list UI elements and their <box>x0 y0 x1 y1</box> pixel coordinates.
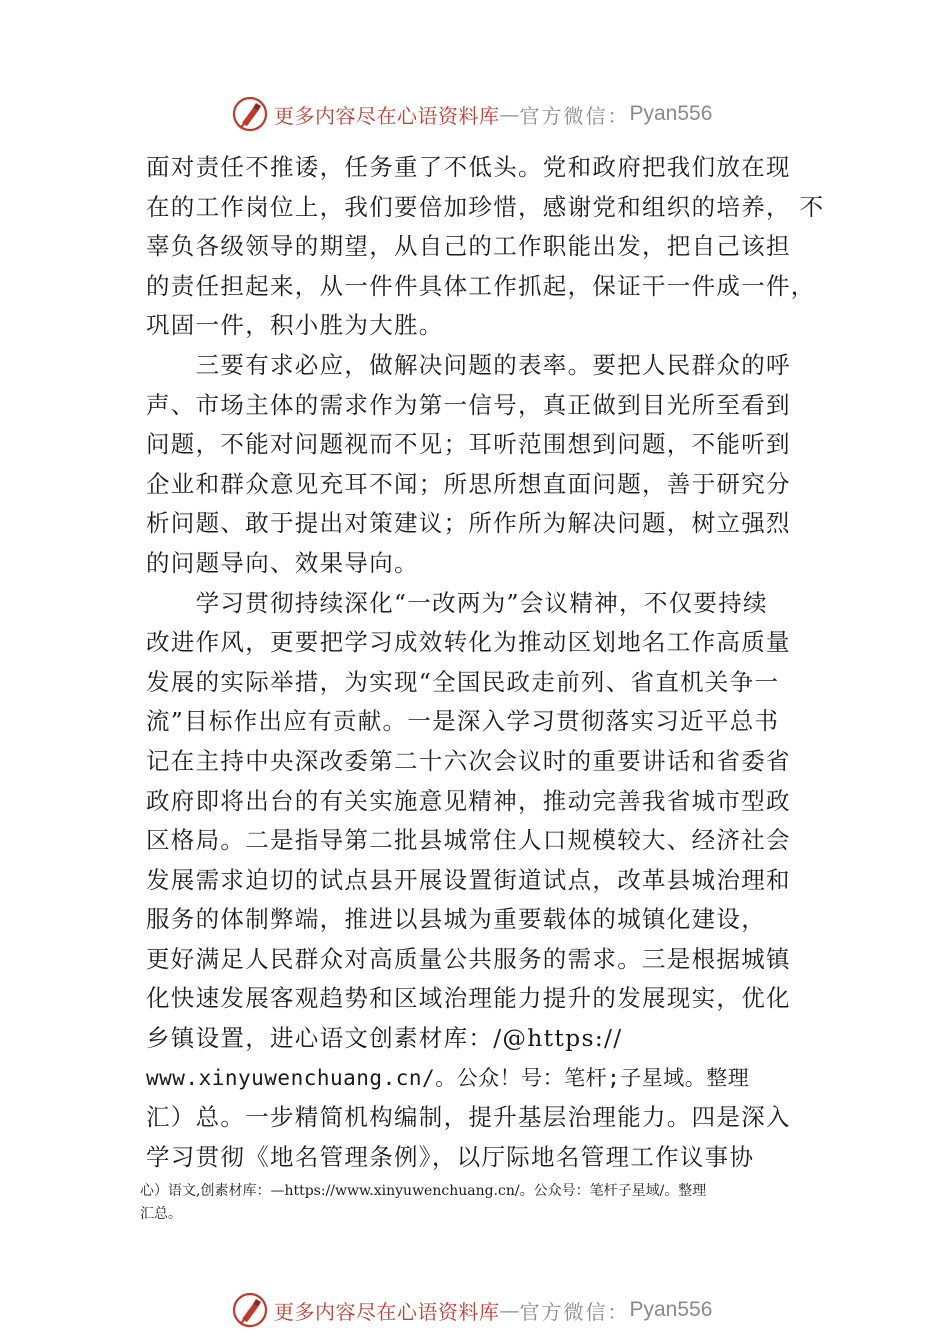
body-line: 的问题导向、效果导向。 <box>146 548 419 577</box>
banner-dash: — <box>499 102 520 126</box>
banner-main-text: 更多内容尽在心语资料库 <box>274 1299 500 1324</box>
body-line: 发展的实际举措，为实现“全国民政走前列、省直机关争一 <box>146 667 780 696</box>
header-banner <box>232 94 752 134</box>
body-line: 学习贯彻《地名管理条例》，以厅际地名管理工作议事协 <box>146 1142 755 1171</box>
body-line: 辜负各级领导的期望，从自己的工作职能出发，把自己该担 <box>146 232 791 261</box>
body-line: 巩固一件，积小胜为大胜。 <box>146 311 444 340</box>
body-line: 企业和群众意见充耳不闻；所思所想直面问题，善于研究分 <box>146 469 791 498</box>
body-line: 汇）总。一步精简机构编制，提升基层治理能力。四是深入 <box>146 1103 791 1132</box>
body-line: 化快速发展客观趋势和区域治理能力提升的发展现实，优化 <box>146 984 791 1013</box>
body-line: 学习贯彻持续深化“一改两为”会议精神，不仅要持续 <box>146 588 768 617</box>
body-line: 记在主持中央深改委第二十六次会议时的重要讲话和省委省 <box>146 746 791 775</box>
banner-wechat-label: 官方微信： <box>519 1299 630 1324</box>
footnote <box>140 1180 830 1226</box>
banner-main-text: 更多内容尽在心语资料库 <box>274 103 500 128</box>
body-line: 的责任担起来，从一件件具体工作抓起，保证干一件成一件， <box>146 271 816 300</box>
document-body <box>146 148 826 1177</box>
body-line: 声、市场主体的需求作为第一信号，真正做到目光所至看到 <box>146 390 791 419</box>
body-line: 问题，不能对问题视而不见；耳听范围想到问题，不能听到 <box>146 430 791 459</box>
fountain-pen-logo-icon <box>232 1292 268 1328</box>
body-line: 三要有求必应，做解决问题的表率。要把人民群众的呼 <box>146 350 791 379</box>
body-line: 政府即将出台的有关实施意见精神，推动完善我省城市型政 <box>146 786 791 815</box>
body-line: 改进作风，更要把学习成效转化为推动区划地名工作高质量 <box>146 628 791 657</box>
body-line: 流”目标作出应有贡献。一是深入学习贯彻落实习近平总书 <box>146 707 780 736</box>
body-line: 乡镇设置，进心语文创素材库：/@https:// <box>146 1024 623 1053</box>
banner-wechat-label: 官方微信： <box>519 103 630 128</box>
body-line: 面对责任不推诿，任务重了不低头。党和政府把我们放在现 <box>146 153 791 181</box>
body-line: 发展需求迫切的试点县开展设置街道试点，改革县城治理和 <box>146 865 791 894</box>
body-line: 在的工作岗位上，我们要倍加珍惜，感谢党和组织的培养， 不 <box>146 192 825 221</box>
banner-dash: — <box>499 1298 520 1322</box>
footer-banner <box>232 1290 752 1330</box>
banner-wechat-id: Pyan556 <box>629 1298 713 1321</box>
footnote-line: 汇总。 <box>140 1206 182 1222</box>
body-line: 服务的体制弊端，推进以县城为重要载体的城镇化建设， <box>146 905 766 934</box>
footnote-line: 心）语文,创素材库：—https://www.xinyuwenchuang.cn/。公众号：笔杆子星域/。整理 <box>140 1183 707 1199</box>
fountain-pen-logo-icon <box>232 96 268 132</box>
banner-wechat-id: Pyan556 <box>629 102 713 125</box>
body-line-url: www.xinyuwenchuang.cn/。公众！号：笔杆;子星域。整理 <box>146 1065 750 1090</box>
body-line: 区格局。二是指导第二批县城常住人口规模较大、经济社会 <box>146 826 791 855</box>
body-line: 析问题、敢于提出对策建议；所作所为解决问题，树立强烈 <box>146 509 791 538</box>
body-line: 更好满足人民群众对高质量公共服务的需求。三是根据城镇 <box>146 944 791 973</box>
